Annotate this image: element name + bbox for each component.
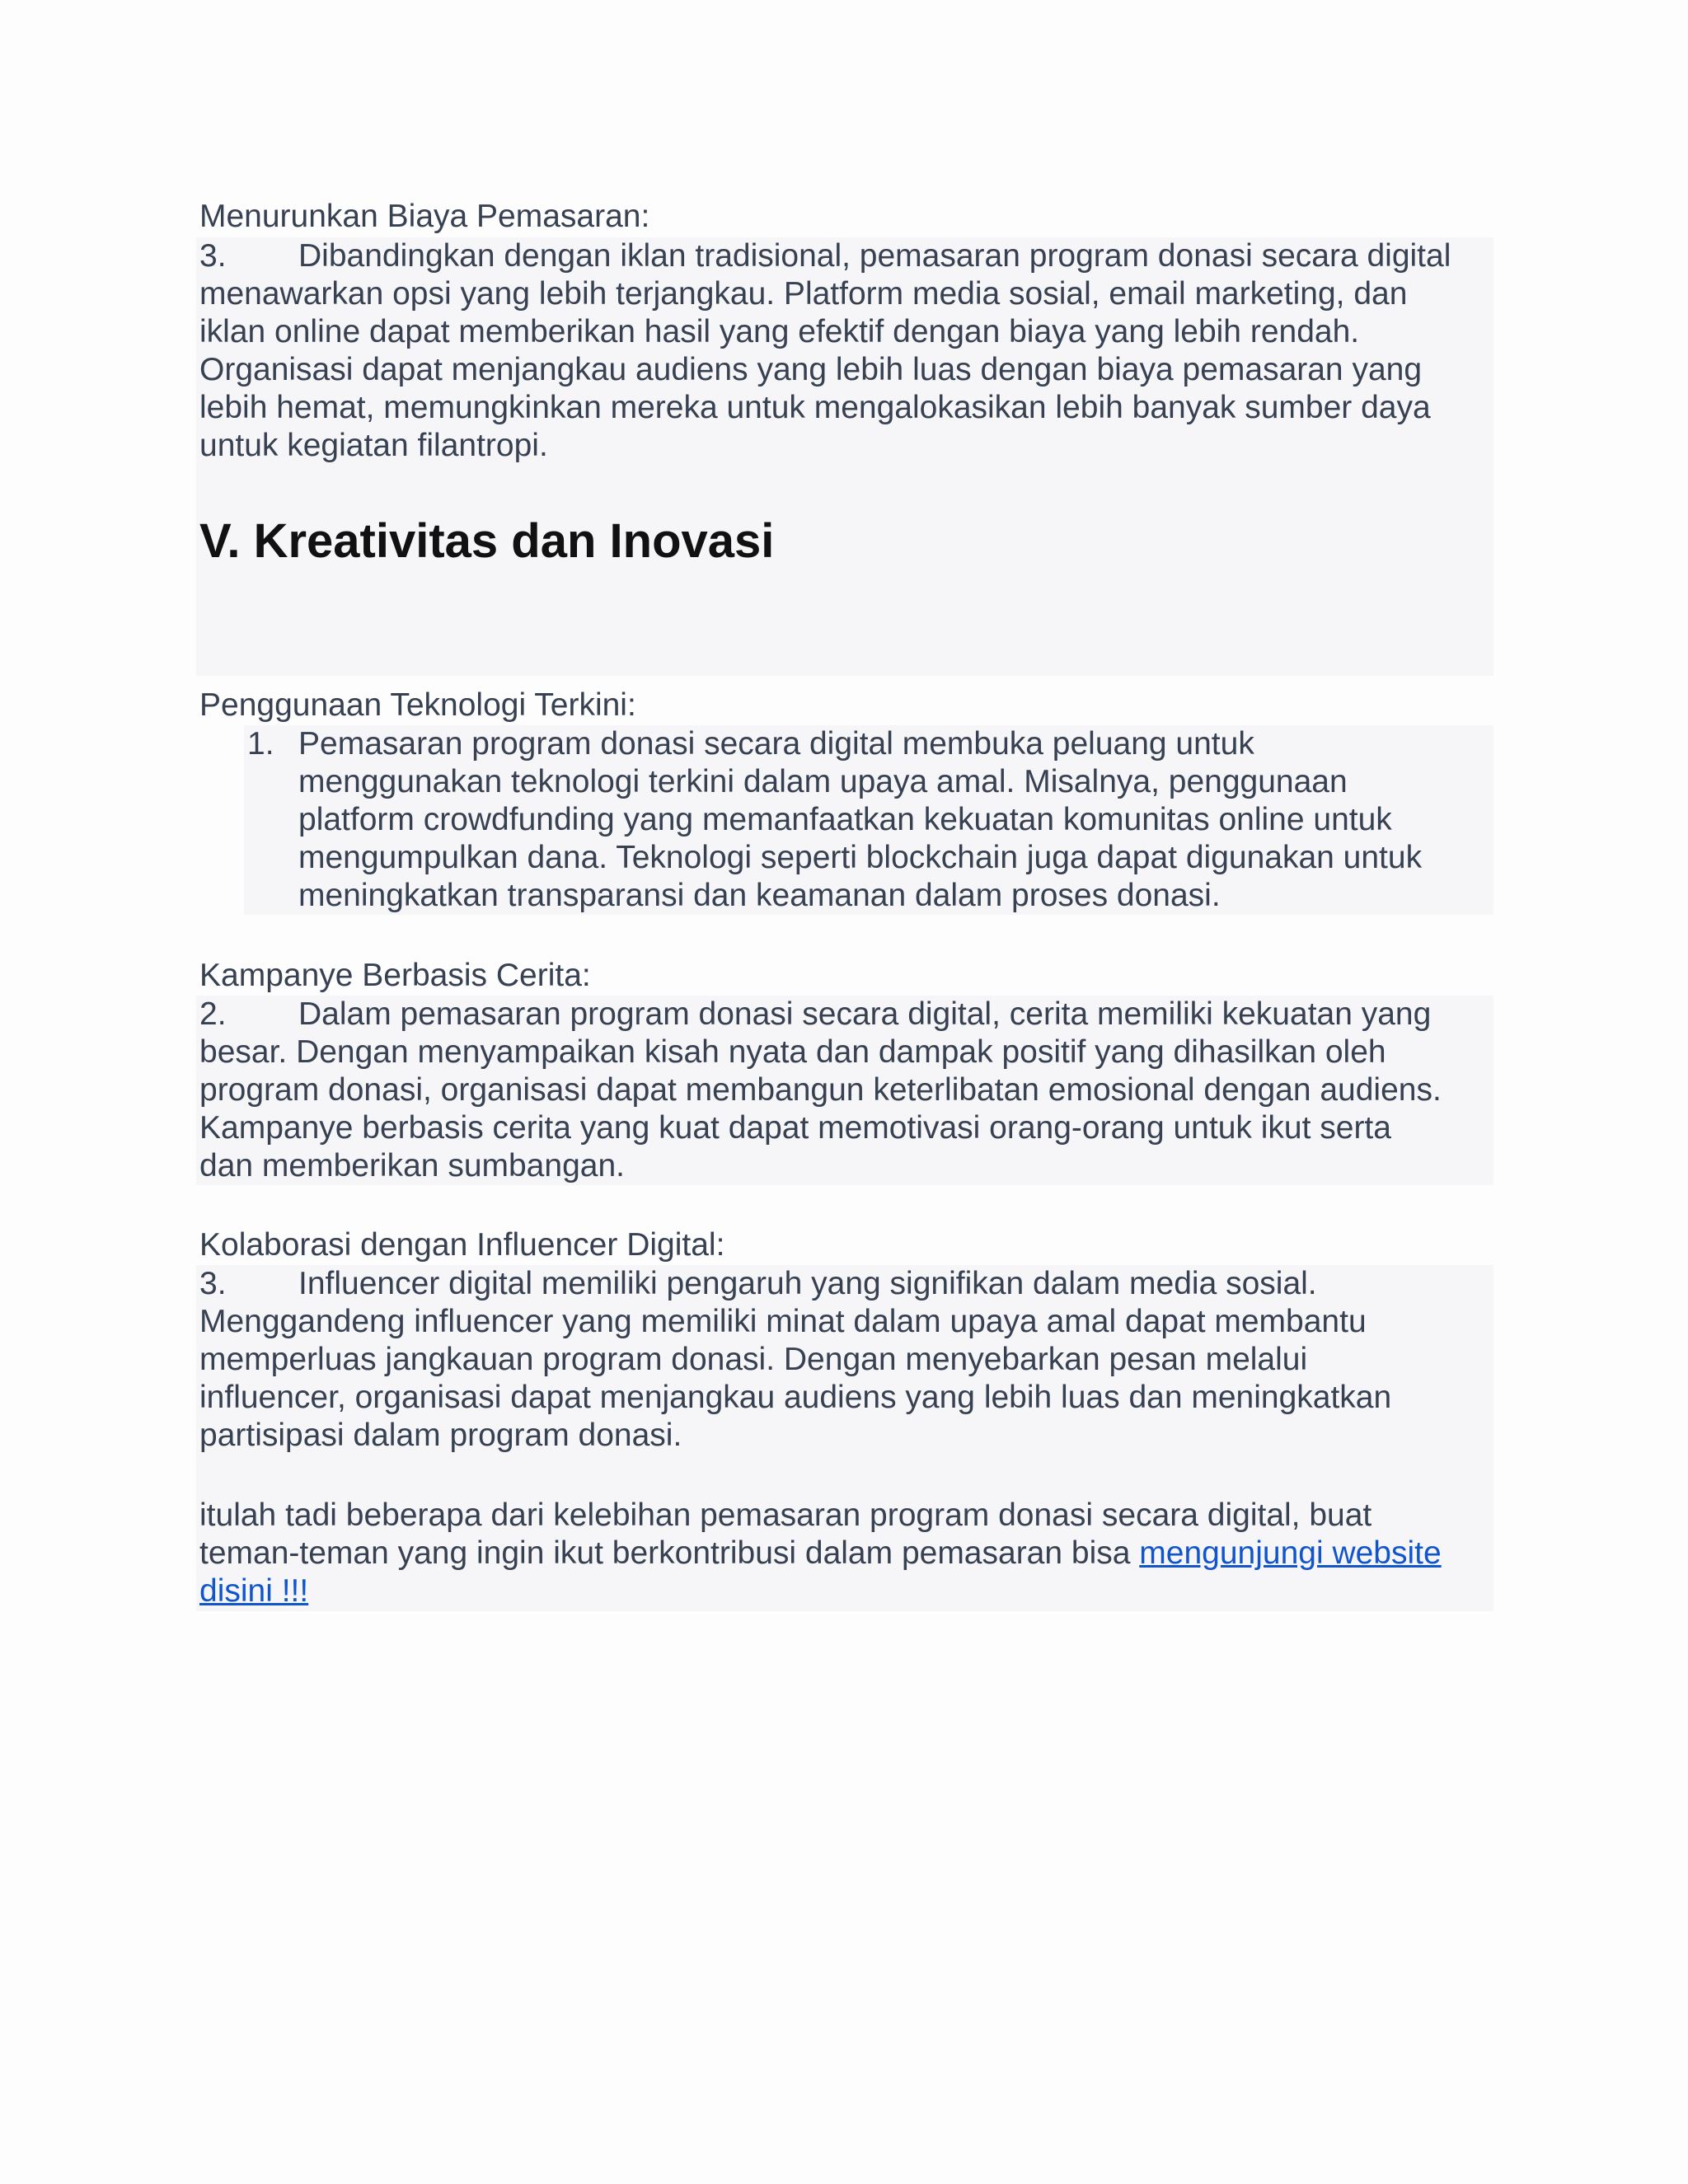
paragraph-line [199, 1265, 1391, 1303]
paragraph-line: Kampanye berbasis cerita yang kuat dapat memotivasi orang-orang untuk ikut serta [199, 1110, 1391, 1146]
list-number: 1. [247, 726, 274, 762]
list-number: 2. [199, 996, 227, 1032]
website-link-continued[interactable]: disini !!! [199, 1573, 309, 1609]
line-text: Dibandingkan dengan iklan tradisional, pemasaran program donasi secara digital [298, 238, 1451, 274]
website-link[interactable]: mengunjungi website [1139, 1535, 1442, 1571]
paragraph-line: iklan online dapat memberikan hasil yang efektif dengan biaya yang lebih rendah. [199, 314, 1360, 349]
section-label-influencer: Kolaborasi dengan Influencer Digital: [199, 1227, 725, 1263]
paragraph-line: Pemasaran program donasi secara digital membuka peluang untuk [298, 726, 1254, 762]
section-label-cerita: Kampanye Berbasis Cerita: [199, 958, 591, 993]
paragraph-line: influencer, organisasi dapat menjangkau audiens yang lebih luas dan meningkatkan [199, 1380, 1392, 1415]
paragraph-line: menawarkan opsi yang lebih terjangkau. Platform media sosial, email marketing, dan [199, 276, 1408, 312]
paragraph-line: dan memberikan sumbangan. [199, 1148, 625, 1183]
paragraph-line: Menggandeng influencer yang memiliki minat dalam upaya amal dapat membantu [199, 1304, 1367, 1339]
paragraph-line: meningkatkan transparansi dan keamanan dalam proses donasi. [298, 878, 1221, 913]
line-text: Dalam pemasaran program donasi secara digital, cerita memiliki kekuatan yang [298, 996, 1432, 1032]
paragraph-line: memperluas jangkauan program donasi. Dengan menyebarkan pesan melalui [199, 1342, 1308, 1377]
closing-paragraph [199, 1497, 1442, 1610]
list-number: 3. [199, 238, 227, 274]
section-heading: V. Kreativitas dan Inovasi [199, 514, 775, 568]
list-number: 3. [199, 1266, 227, 1301]
paragraph-line: program donasi, organisasi dapat membangun keterlibatan emosional dengan audiens. [199, 1072, 1442, 1108]
paragraph-line: untuk kegiatan filantropi. [199, 428, 548, 463]
paragraph-line: menggunakan teknologi terkini dalam upaya amal. Misalnya, penggunaan [298, 764, 1348, 799]
paragraph-line [199, 1572, 1442, 1610]
line-text: teman-teman yang ingin ikut berkontribusi dalam pemasaran bisa [199, 1535, 1140, 1571]
paragraph-line: besar. Dengan menyampaikan kisah nyata dan dampak positif yang dihasilkan oleh [199, 1034, 1386, 1070]
paragraph-line: platform crowdfunding yang memanfaatkan kekuatan komunitas online untuk [298, 802, 1392, 837]
paragraph-line: Organisasi dapat menjangkau audiens yang lebih luas dengan biaya pemasaran yang [199, 352, 1423, 387]
paragraph-teknologi [298, 725, 1422, 915]
section-label-teknologi: Penggunaan Teknologi Terkini: [199, 687, 636, 723]
paragraph-cerita [199, 996, 1442, 1185]
paragraph-biaya [199, 237, 1451, 465]
paragraph-line: partisipasi dalam program donasi. [199, 1418, 682, 1453]
paragraph-line: itulah tadi beberapa dari kelebihan pemasaran program donasi secara digital, buat [199, 1497, 1372, 1533]
paragraph-line: lebih hemat, memungkinkan mereka untuk mengalokasikan lebih banyak sumber daya [199, 390, 1431, 425]
section-label-biaya: Menurunkan Biaya Pemasaran: [199, 199, 650, 234]
paragraph-line [199, 1535, 1442, 1572]
paragraph-line: mengumpulkan dana. Teknologi seperti blockchain juga dapat digunakan untuk [298, 840, 1423, 875]
paragraph-line [199, 996, 1442, 1033]
paragraph-line [199, 237, 1451, 275]
paragraph-influencer [199, 1265, 1391, 1455]
line-text: Influencer digital memiliki pengaruh yang signifikan dalam media sosial. [298, 1266, 1317, 1301]
